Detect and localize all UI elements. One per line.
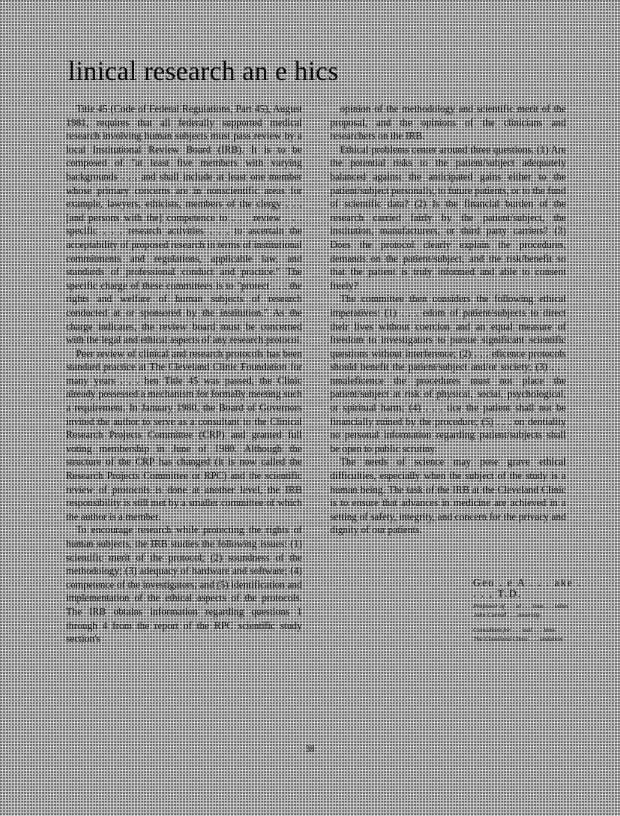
body-paragraph: Title 45 (Code of Federal Regulations, Part 45), August 1981, requires that all federally supported medical research involving human subjects must pass review by a local Institutional Review Board (IRB). It is to be composed of "at least five members with varying backgrounds . . . and shall include at least one member whose primary concerns are in nonscientific areas for example, lawyers, ethicists, members of the clergy . . . [and persons with the] competence to . . . review . . . specific . . . research activities . . . to ascertain the acceptability of proposed research in terms of institutional commitments and regulations, applicable law, and standards of professional conduct and practice." The specific charge of these committees is to "protect . . . the rights and welfare of human subjects of research conducted at or sponsored by the institution." As the charge indicates, the review board must be concerned with the legal and ethical aspects of any research protocol. bbox=[66, 104, 302, 347]
page-number: 38 bbox=[305, 744, 315, 754]
body-paragraph: The committee then considers the following ethical imperatives: (1) . . . edom of patient/subjects to direct their lives without coercion and an equal measure of freedom to investigators to pursue significant scientific questions without interference; (2) . . . eficence protocols should benefit the patient/subject and/or society; (3) . . . nmaleficence the procedures must not place the patient/subject at risk of physical, social, psychological, or spiritual harm; (4) . . . tice the patient shall not be financially ruined by the procedure; (5) . . . on dentiality no personal information regarding patient/subjects shall be open to public scrutiny. bbox=[330, 294, 566, 455]
author-affiliation: Professor of . . . al . . . ious . . . udies bbox=[473, 603, 569, 610]
article-title: linical research an e hics bbox=[68, 56, 339, 86]
right-column bbox=[330, 103, 566, 538]
author-affiliation: Consultant for . . . ical . . . lems bbox=[473, 627, 556, 634]
author-name: Geo . e A . . . ake . . . , T.D. bbox=[473, 578, 582, 600]
body-paragraph: Peer review of clinical and research protocols has been standard practice at The Cleveland Clinic Foundation for many years . . . hen Title 45 was passed, the Clinic already possessed a mechanism for formally meeting such a requirement. In January 1980, the Board of Governors invited the author to serve as a consultant to the Clinical Research Projects Committee (CRP) and granted full voting membership in June of 1980. Although the structure of the CRP has changed (it is now called the Research Projects Committee or RPC) and the scientific review of protocols is done at another level, the IRB responsibility is still met by a smaller committee of which the author is a member. bbox=[66, 348, 302, 523]
body-paragraph: The needs of science may pose grave ethical difficulties, especially when the subject of the study is a human being. The task of the IRB at the Cleveland Clinic is to ensure that advances in medicine are achieved in a setting of safety, integrity, and concern for the privacy and dignity of our patients. bbox=[330, 457, 566, 537]
body-paragraph: To encourage research while protecting the rights of human subjects, the IRB studies the following issues: (1) scientific merit of the protocol; (2) soundness of the methodology; (3) adequacy of hardware and software; (4) competence of the investigators; and (5) identification and implementation of the ethical aspects of the protocols. The IRB obtains information regarding questions 1 through 4 from the report of the RPC scientific study section's bbox=[66, 525, 302, 646]
left-column bbox=[66, 103, 302, 647]
author-signature-block bbox=[473, 578, 583, 644]
author-affiliation: John Carroll . . . niversity bbox=[473, 612, 541, 619]
body-paragraph: opinion of the methodology and scientific merit of the proposal, and the opinions of the clinicians and researchers on the IRB. bbox=[330, 104, 566, 143]
body-paragraph: Ethical problems center around three questions. (1) Are the potential risks to the patient/subject adequately balanced against the anticipated gains either to the patient/subject personally, to future patients, or to the fund of scientific data? (2) Is the financial burden of the research carried fairly by the patient/subject, the institution, manufacturers, or third party carriers? (3) Does the protocol clearly explain the procedures, demands on the patient/subject, and the risk/benefit so that the patient is truly informed and able to consent freely? bbox=[330, 144, 566, 292]
author-affiliation: The Cleveland Clinic . . . undation bbox=[473, 636, 563, 643]
